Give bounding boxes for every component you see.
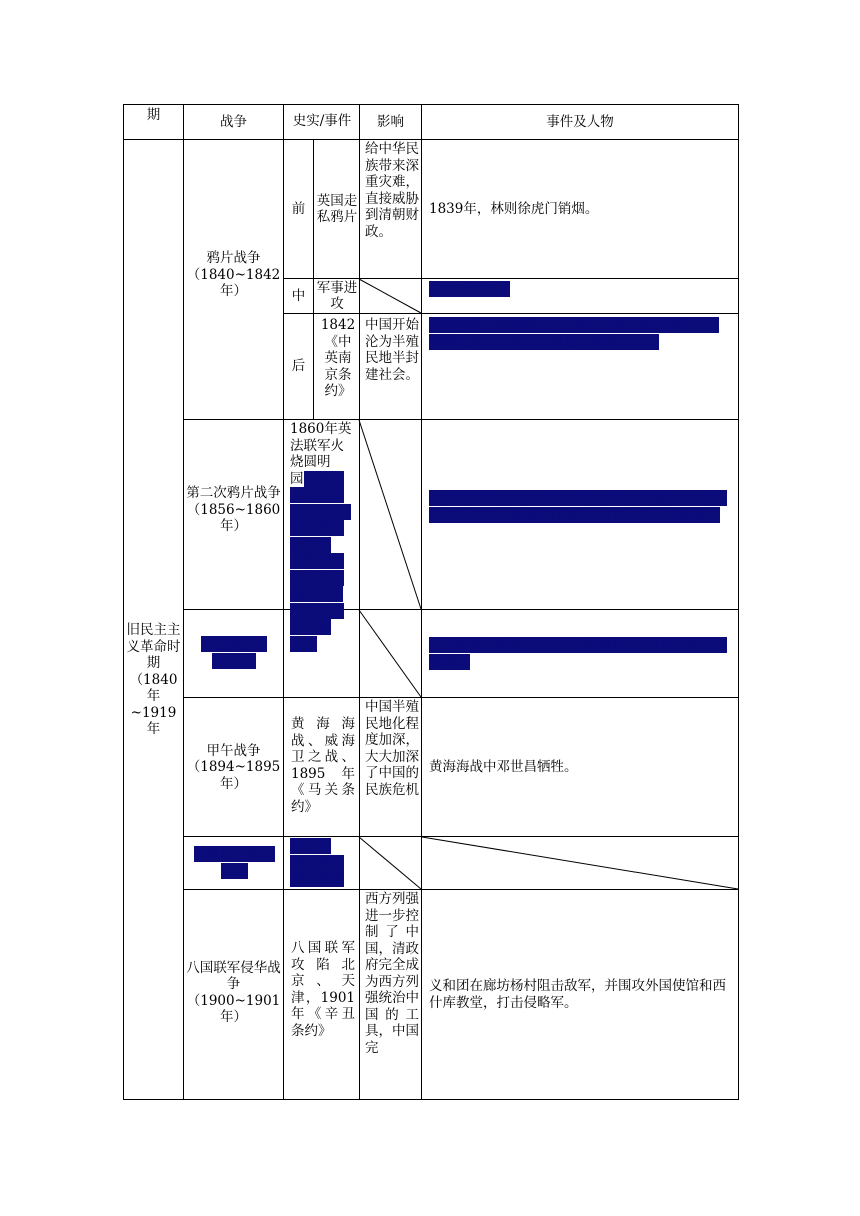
sino-japanese-event: 黄海海战中邓世昌牺牲。 (429, 758, 578, 775)
period-label: 旧民主主义革命时期（1840年~1919年 (126, 622, 181, 738)
war-partition: 列强瓜分中国狂潮 (193, 846, 275, 879)
sino-japanese-fact: 黄海海战、威海卫之战、1895年《马关条约》 (291, 716, 355, 815)
diagonal-mark (359, 279, 421, 313)
war-second-opium: 第二次鸦片战争（1856~1860年） (186, 485, 281, 535)
diagonal-mark (422, 837, 738, 889)
opium-after-label: 后 (291, 358, 306, 375)
second-opium-event: 太平天国运动中，1860年太平军击败湘军，1862年太平军在上海击败洋枪队，1864年天京陷落。 (429, 490, 728, 523)
eight-nation-fact: 八国联军攻陷北京、天津，1901年《辛丑条约》 (291, 940, 355, 1039)
opium-before-event: 1839年，林则徐虎门销烟。 (429, 200, 599, 217)
war-sino-japanese: 甲午战争（1894~1895年） (186, 742, 281, 792)
header-facts: 史实/事件 (292, 113, 352, 130)
war-opium: 鸦片战争（1840~1842年） (186, 250, 281, 300)
header-events: 事件及人物 (546, 113, 614, 130)
frontier-event: 左宗棠收复新疆，1884年新疆设省，1885年台湾建省。 (429, 637, 728, 670)
opium-mid-fact: 军事进攻 (316, 279, 358, 312)
diagonal-mark (359, 837, 421, 889)
header-impact: 影响 (377, 113, 404, 130)
opium-after-impact: 中国开始沦为半殖民地半封建社会。 (365, 317, 419, 383)
sino-japanese-impact: 中国半殖民地化程度加深，大大加深了中国的民族危机 (365, 699, 419, 798)
war-frontier: 19世纪70-80年代 (201, 636, 267, 669)
second-opium-fact: 1860年英法联军火烧圆明园，签订《北京条约》；沙俄强迫清政府签订《瑷珲条约》等，割占150多万平方公里领土。 (290, 421, 352, 652)
opium-after-fact: 1842《中英南京条约》 (320, 317, 356, 399)
header-war: 战争 (220, 113, 247, 130)
opium-mid-label: 中 (291, 287, 306, 304)
opium-mid-event: 关天培殉国。 (429, 281, 510, 297)
opium-before-label: 前 (291, 200, 306, 217)
diagonal-mark (359, 610, 421, 697)
eight-nation-event: 义和团在廊坊杨村阻击敌军，并围攻外国使馆和西什库教堂，打击侵略军。 (429, 978, 726, 1011)
war-eight-nation: 八国联军侵华战争（1900~1901年） (186, 959, 281, 1025)
partition-fact: 瓜分中国，划分势力范围 (290, 838, 344, 887)
opium-before-fact: 英国走私鸦片 (316, 192, 358, 225)
opium-before-impact: 给中华民族带来深重灾难，直接威胁到清朝财政。 (365, 141, 419, 240)
diagonal-mark (359, 420, 421, 609)
header-period: 期 (146, 106, 161, 123)
eight-nation-impact: 西方列强进一步控制了中国，清政府完全成为西方列强统治中国的工具，中国完 (365, 891, 419, 1056)
opium-after-event: 魏源编撰《海国图志》，提出师夷长技以制夷，林则徐是近代中国开眼看世界的第一人。 (429, 317, 720, 350)
